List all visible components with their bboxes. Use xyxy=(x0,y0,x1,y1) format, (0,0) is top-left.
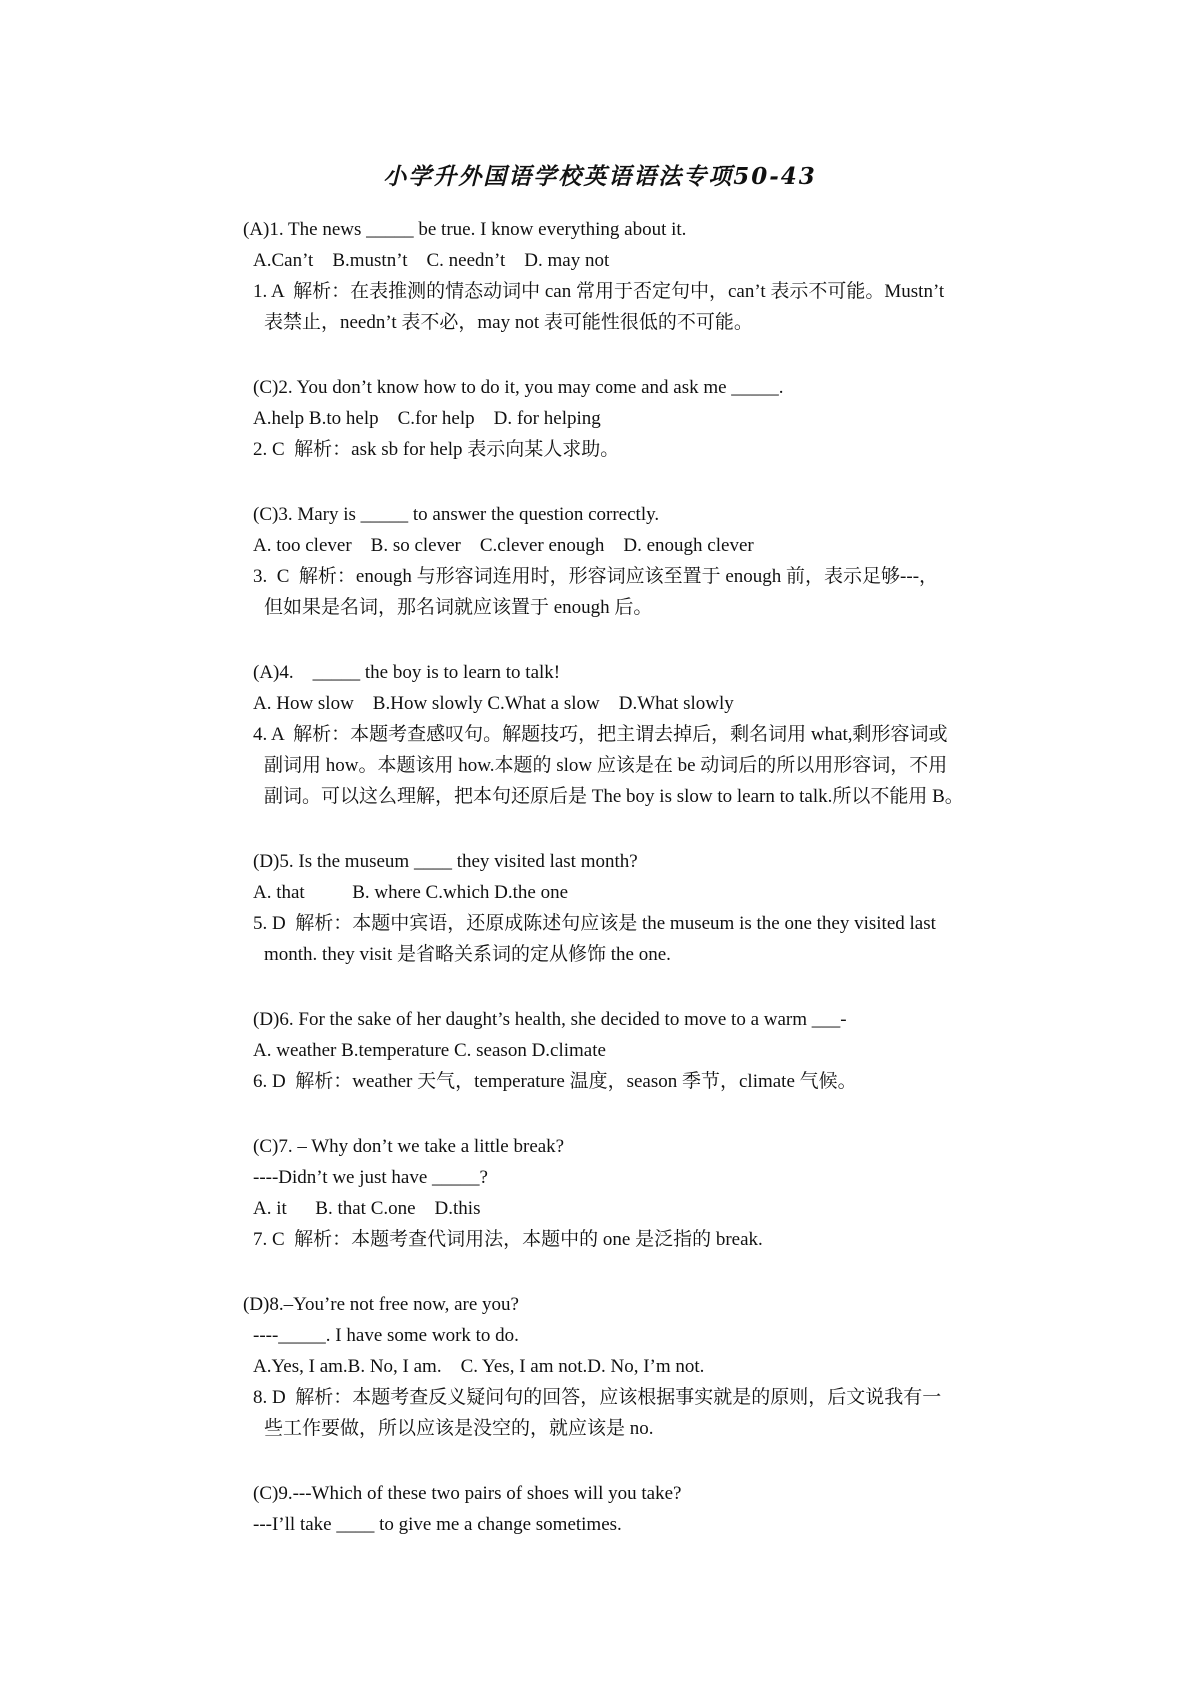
question-6-stem: (D)6. For the sake of her daught’s health, she decided to move to a warm ___- xyxy=(253,1009,847,1030)
answer-5-explanation-line1: 5. D 解析：本题中宾语，还原成陈述句应该是 the museum is the one they visited last xyxy=(253,913,936,934)
question-4-options: A. How slow B.How slowly C.What a slow D.What slowly xyxy=(253,693,734,714)
answer-6-explanation: 6. D 解析：weather 天气，temperature 温度，season 季节，climate 气候。 xyxy=(253,1071,857,1092)
answer-2-explanation: 2. C 解析：ask sb for help 表示向某人求助。 xyxy=(253,439,620,460)
answer-4-explanation-line2: 副词用 how。本题该用 how.本题的 slow 应该是在 be 动词后的所以用形容词，不用 xyxy=(264,755,948,776)
question-5-stem: (D)5. Is the museum ____ they visited last month? xyxy=(253,851,638,872)
question-7-options: A. it B. that C.one D.this xyxy=(253,1198,481,1219)
question-8-stem-line1: (D)8.–You’re not free now, are you? xyxy=(243,1294,519,1315)
question-2-options: A.help B.to help C.for help D. for helping xyxy=(253,408,601,429)
question-8-options: A.Yes, I am.B. No, I am. C. Yes, I am not.D. No, I’m not. xyxy=(253,1356,705,1377)
answer-5-explanation-line2: month. they visit 是省略关系词的定从修饰 the one. xyxy=(264,944,671,965)
question-3-stem: (C)3. Mary is _____ to answer the question correctly. xyxy=(253,504,660,525)
question-8-stem-line2: ----_____. I have some work to do. xyxy=(253,1325,519,1346)
answer-7-explanation: 7. C 解析：本题考查代词用法，本题中的 one 是泛指的 break. xyxy=(253,1229,763,1250)
answer-3-explanation-line2: 但如果是名词，那名词就应该置于 enough 后。 xyxy=(264,597,653,618)
answer-4-explanation-line1: 4. A 解析：本题考查感叹句。解题技巧，把主谓去掉后，剩名词用 what,剩形容词或 xyxy=(253,724,948,745)
question-7-stem-line2: ----Didn’t we just have _____? xyxy=(253,1167,488,1188)
question-9-stem-line2: ---I’ll take ____ to give me a change sometimes. xyxy=(253,1514,622,1535)
answer-8-explanation-line1: 8. D 解析：本题考查反义疑问句的回答，应该根据事实就是的原则，后文说我有一 xyxy=(253,1387,942,1408)
question-1-stem: (A)1. The news _____ be true. I know everything about it. xyxy=(243,219,687,240)
question-9-stem-line1: (C)9.---Which of these two pairs of shoes will you take? xyxy=(253,1483,682,1504)
answer-8-explanation-line2: 些工作要做，所以应该是没空的，就应该是 no. xyxy=(264,1418,654,1439)
question-1-options: A.Can’t B.mustn’t C. needn’t D. may not xyxy=(253,250,610,271)
answer-1-explanation-line1: 1. A 解析：在表推测的情态动词中 can 常用于否定句中，can’t 表示不可能。Mustn’t xyxy=(253,281,945,302)
question-6-options: A. weather B.temperature C. season D.climate xyxy=(253,1040,606,1061)
question-3-options: A. too clever B. so clever C.clever enough D. enough clever xyxy=(253,535,754,556)
question-7-stem-line1: (C)7. – Why don’t we take a little break? xyxy=(253,1136,565,1157)
answer-1-explanation-line2: 表禁止，needn’t 表不必，may not 表可能性很低的不可能。 xyxy=(264,312,753,333)
question-4-stem: (A)4. _____ the boy is to learn to talk! xyxy=(253,662,561,683)
question-5-options: A. that B. where C.which D.the one xyxy=(253,882,569,903)
document-title: 小学升外国语学校英语语法专项50-43 xyxy=(383,163,817,190)
answer-4-explanation-line3: 副词。可以这么理解，把本句还原后是 The boy is slow to learn to talk.所以不能用 B。 xyxy=(264,786,964,807)
answer-3-explanation-line1: 3. C 解析：enough 与形容词连用时，形容词应该至置于 enough 前，表示足够---， xyxy=(253,566,939,587)
question-2-stem: (C)2. You don’t know how to do it, you may come and ask me _____. xyxy=(253,377,784,398)
